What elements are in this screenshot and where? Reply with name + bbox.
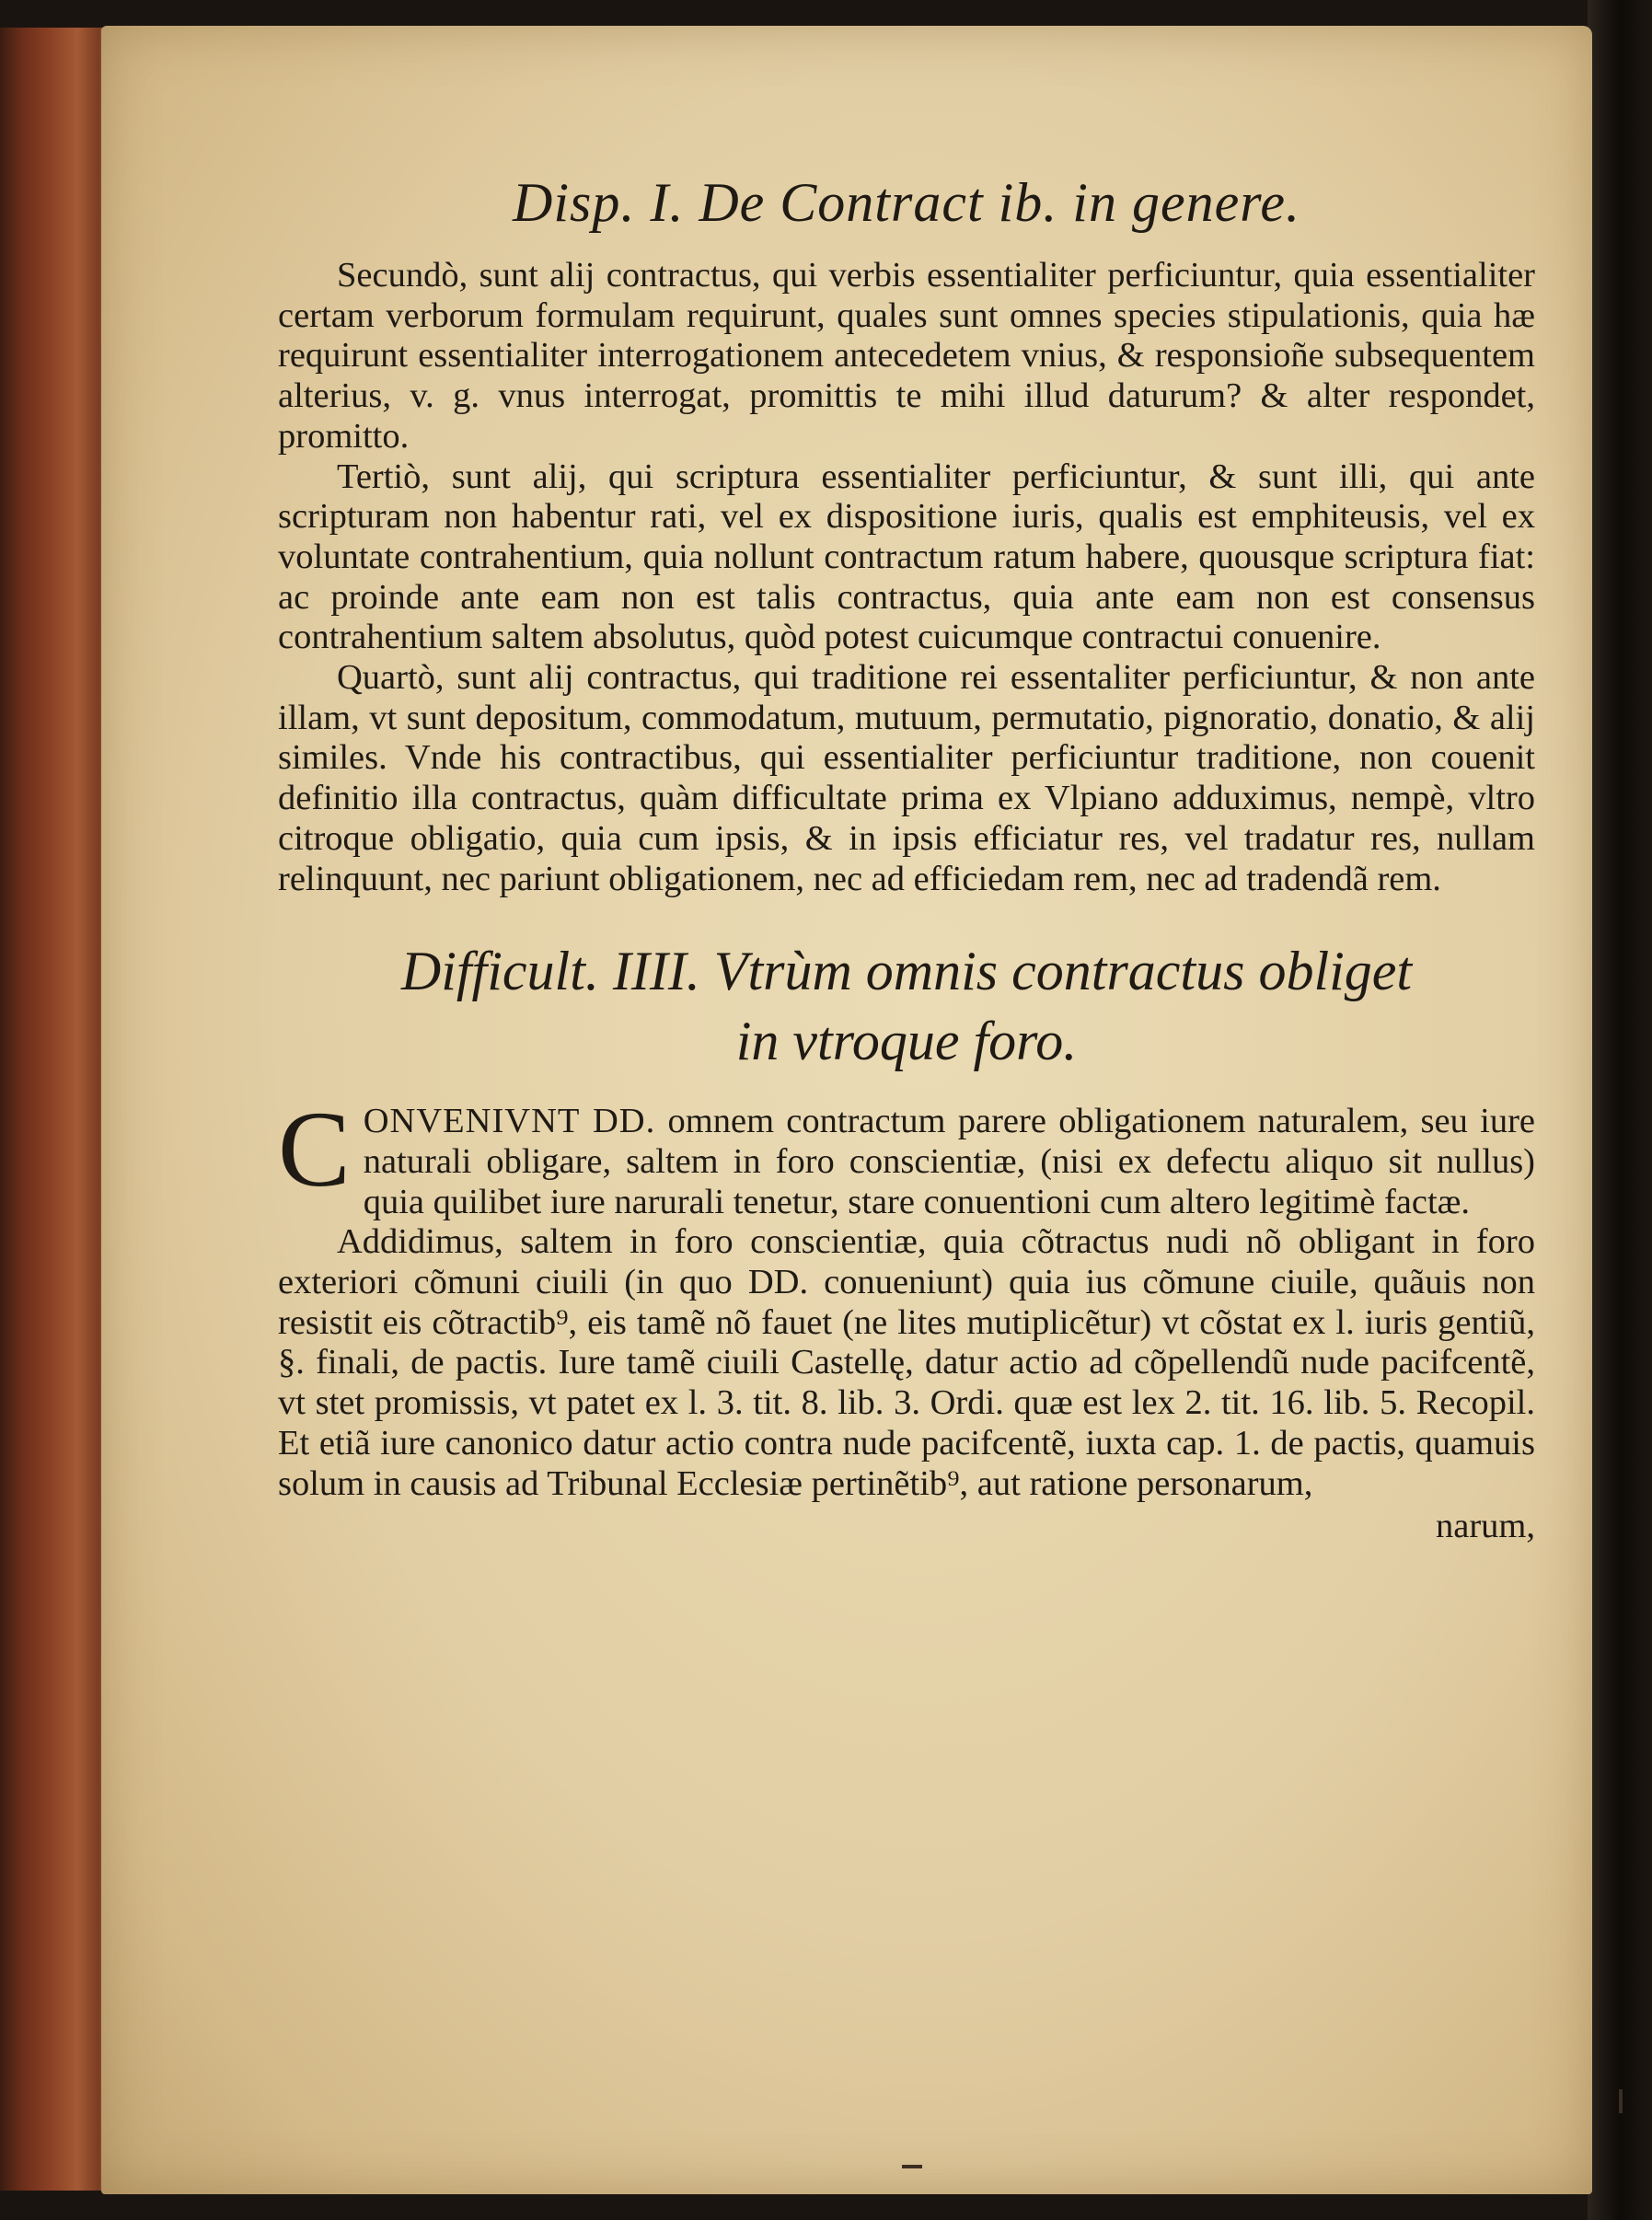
catchword: narum, <box>1436 1507 1535 1546</box>
paragraph-conueniunt <box>278 1089 1535 1222</box>
running-head: Disp. I. De Contract ib. in genere. <box>513 172 1300 233</box>
margin-mark <box>1619 2089 1623 2113</box>
gutter-shadow <box>1588 0 1652 2220</box>
paragraph-tertio: Tertiò, sunt alij, qui scriptura essentialiter perficiuntur, & sunt illi, qui ante scripturam non habentur rati, vel ex dispositione iuris, qualis est emphiteusis, vel ex voluntate contrahentium, quia nollunt contractum ratum habere, quousque scriptura fiat: ac proinde ante eam non est talis contractus, quia ante eam non est consensus contrahentium saltem absolutus, quòd potest cuicumque contractui conuenire. <box>278 457 1535 657</box>
section-heading-line-1: Difficult. IIII. Vtrùm omnis contractus obliget <box>400 941 1413 1002</box>
small-caps-opening: ONVENIVNT DD. <box>363 1102 656 1141</box>
book-fore-edge <box>0 28 110 2191</box>
section-heading <box>278 936 1535 1076</box>
paragraph-addidimus: Addidimus, saltem in foro conscientiæ, quia cõtractus nudi nõ obligant in foro exteriori cõmuni ciuili (in quo DD. conueniunt) quia ius cõmune ciuile, quãuis non resistit eis cõtractib⁹, eis tamẽ nõ fauet (ne lites mutiplicẽtur) vt cõstat ex l. iuris gentiũ, §. finali, de pactis. Iure tamẽ ciuili Castellę, datur actio ad cõpellendũ nude pacifcentẽ, vt stet promissis, vt patet ex l. 3. tit. 8. lib. 3. Ordi. quæ est lex 2. tit. 16. lib. 5. Recopil. Et etiã iure canonico datur actio contra nude pacifcentẽ, iuxta cap. 1. de pactis, quamuis solum in causis ad Tribunal Ecclesiæ pertinẽtib⁹, aut ratione personarum, <box>278 1222 1535 1503</box>
bottom-mark <box>902 2165 922 2168</box>
drop-cap: C <box>278 1089 351 1210</box>
paragraph-conueniunt-text: omnem contractum parere obligationem naturalem, seu iure naturali obligare, saltem in foro conscientiæ, (nisi ex defectu aliquo sit nullus) quia quilibet iure narurali tenetur, stare conuentioni cum altero legitimè factæ. <box>363 1102 1535 1221</box>
page-text-block <box>278 166 1535 1546</box>
paragraph-secundo: Secundò, sunt alij contractus, qui verbis essentialiter perficiuntur, quia essentialiter certam verborum formulam requirunt, quales sunt omnes species stipulationis, quia hæ requirunt essentialiter interrogationem antecedetem vnius, & responsioñe subsequentem alterius, v. g. vnus interrogat, promittis te mihi illud daturum? & alter respondet, promitto. <box>278 256 1535 456</box>
section-heading-line-2: in vtroque foro. <box>735 1011 1078 1072</box>
paragraph-quarto: Quartò, sunt alij contractus, qui traditione rei essentaliter perficiuntur, & non ante illam, vt sunt depositum, commodatum, mutuum, permutatio, pignoratio, donatio, & alij similes. Vnde his contractibus, qui essentialiter perficiuntur traditione, non couenit definitio illa contractus, quàm difficultate prima ex Vlpiano adduximus, nempè, vltro citroque obligatio, quia cum ipsis, & in ipsis efficiatur res, vel tradatur res, nullam relinquunt, nec pariunt obligationem, nec ad efficiedam rem, nec ad tradendã rem. <box>278 658 1535 898</box>
